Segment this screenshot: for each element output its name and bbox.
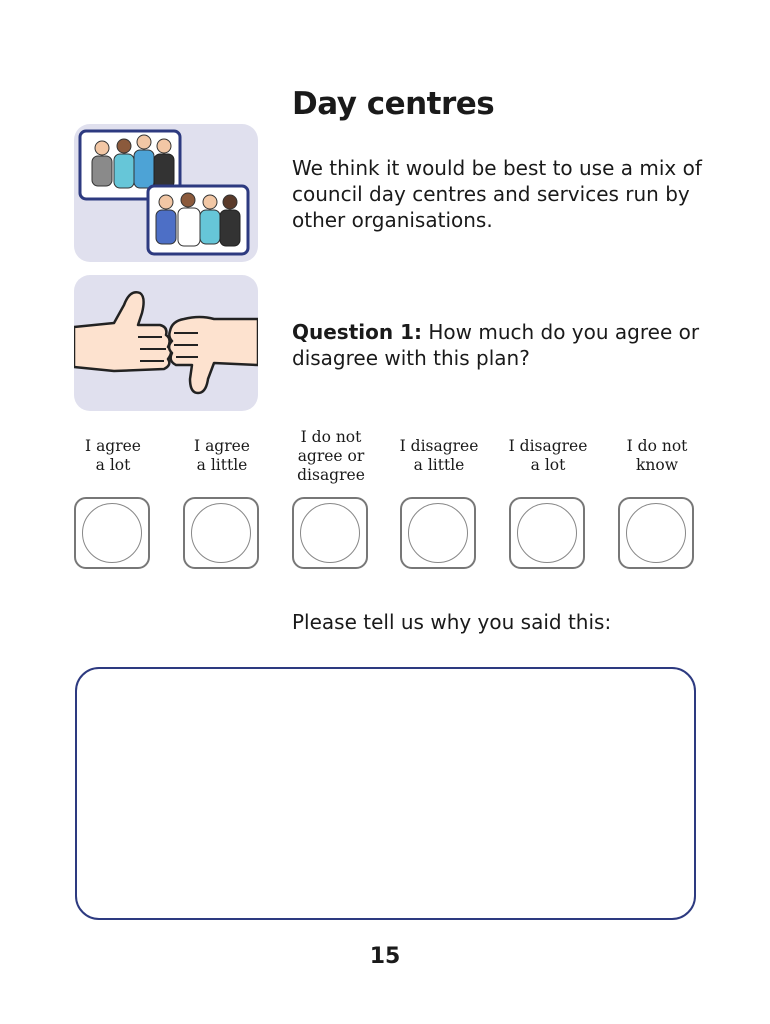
choice-circle [82, 503, 142, 563]
choice-box-disagree-a-lot[interactable] [509, 497, 585, 569]
choice-circle [408, 503, 468, 563]
choice-box-agree-a-little[interactable] [183, 497, 259, 569]
choice-circle [300, 503, 360, 563]
choice-box-do-not-know[interactable] [618, 497, 694, 569]
choice-circle [626, 503, 686, 563]
reason-prompt: Please tell us why you said this: [292, 610, 612, 634]
question-number: Question 1: [292, 320, 422, 344]
people-illustration [74, 124, 258, 262]
choice-label-neither: I do not agree or disagree [297, 427, 365, 484]
page-title: Day centres [292, 86, 495, 122]
choice-label-disagree-a-lot: I disagree a lot [508, 437, 588, 474]
choice-circle [191, 503, 251, 563]
thumbs-up-down-icon [74, 275, 258, 411]
group-of-people-icon [74, 124, 258, 262]
choice-label-agree-a-little: I agree a little [194, 437, 250, 474]
choice-label-do-not-know: I do not know [626, 437, 688, 474]
choice-box-agree-a-lot[interactable] [74, 497, 150, 569]
reason-text-box[interactable] [75, 667, 696, 920]
thumbs-illustration [74, 275, 258, 411]
question-1 [292, 319, 712, 371]
choice-label-agree-a-lot: I agree a lot [85, 437, 141, 474]
question-text: How much do you agree or disagree with this plan? [292, 320, 700, 370]
page-number: 15 [369, 944, 401, 969]
intro-text: We think it would be best to use a mix of council day centres and services run by other organisations. [292, 156, 702, 232]
choice-label-disagree-a-little: I disagree a little [399, 437, 479, 474]
choice-box-neither[interactable] [292, 497, 368, 569]
choice-circle [517, 503, 577, 563]
choice-box-disagree-a-little[interactable] [400, 497, 476, 569]
